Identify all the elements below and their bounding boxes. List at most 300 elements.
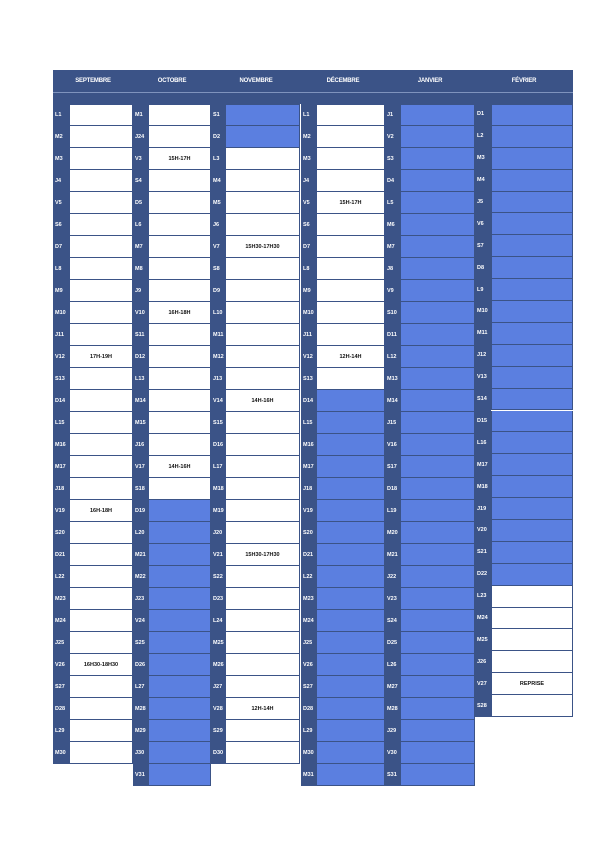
day-cell[interactable]: [148, 434, 211, 456]
month-header-4: JANVIER: [417, 78, 443, 84]
day-cell[interactable]: [400, 434, 475, 456]
day-label: L17: [213, 463, 223, 470]
day-cell[interactable]: [148, 566, 211, 588]
day-cell[interactable]: [69, 434, 133, 456]
day-label: V5: [303, 199, 310, 206]
day-cell[interactable]: [491, 345, 573, 367]
day-label: M5: [213, 199, 221, 206]
day-label: L29: [55, 727, 65, 734]
day-cell[interactable]: [491, 629, 573, 651]
day-cell[interactable]: [400, 764, 475, 786]
day-cell[interactable]: [148, 258, 211, 280]
day-cell[interactable]: [148, 500, 211, 522]
day-label: L23: [477, 593, 487, 600]
day-cell[interactable]: [69, 390, 133, 412]
day-cell[interactable]: [400, 170, 475, 192]
day-cell[interactable]: [400, 676, 475, 698]
day-label: L26: [387, 661, 397, 668]
day-cell[interactable]: [225, 456, 300, 478]
month-header-1: OCTOBRE: [157, 78, 187, 84]
day-cell[interactable]: [148, 632, 211, 654]
day-cell[interactable]: [316, 434, 385, 456]
day-label: L2: [477, 133, 484, 140]
day-label: S13: [55, 375, 65, 382]
day-label: S27: [303, 683, 313, 690]
day-cell[interactable]: [148, 346, 211, 368]
session-time: 12H-14H: [339, 353, 362, 360]
session-time: 17H-19H: [89, 353, 112, 360]
day-cell[interactable]: [400, 280, 475, 302]
day-cell[interactable]: [491, 454, 573, 476]
day-cell[interactable]: [491, 411, 573, 433]
day-label: S6: [303, 221, 310, 228]
session-time: REPRISE: [519, 680, 545, 687]
day-cell[interactable]: [69, 456, 133, 478]
day-label: M27: [387, 683, 398, 690]
day-label: V9: [387, 287, 394, 294]
session-time: 16H30-18H30: [83, 661, 119, 668]
day-cell[interactable]: [316, 742, 385, 764]
day-cell[interactable]: [148, 368, 211, 390]
day-cell[interactable]: [491, 432, 573, 454]
day-cell[interactable]: [316, 346, 385, 368]
day-cell[interactable]: [400, 456, 475, 478]
day-label: V14: [213, 397, 223, 404]
day-cell[interactable]: [491, 235, 573, 257]
day-cell[interactable]: [225, 632, 300, 654]
day-label: M24: [55, 617, 66, 624]
day-label: M11: [477, 330, 488, 337]
day-cell[interactable]: [316, 302, 385, 324]
day-cell[interactable]: [225, 214, 300, 236]
day-label: D28: [55, 705, 66, 712]
day-label: M28: [135, 705, 146, 712]
day-cell[interactable]: [491, 586, 573, 608]
day-cell[interactable]: [400, 544, 475, 566]
day-cell[interactable]: [225, 390, 300, 412]
day-cell[interactable]: [316, 522, 385, 544]
day-label: M3: [477, 155, 485, 162]
day-label: J9: [135, 287, 142, 294]
day-cell[interactable]: [69, 302, 133, 324]
day-label: L10: [213, 309, 223, 316]
day-label: J13: [213, 375, 223, 382]
day-label: V19: [303, 507, 313, 514]
day-cell[interactable]: [491, 148, 573, 170]
day-cell[interactable]: [316, 280, 385, 302]
day-label: J27: [213, 683, 223, 690]
day-cell[interactable]: [225, 720, 300, 742]
day-cell[interactable]: [148, 610, 211, 632]
day-label: L9: [477, 286, 484, 293]
day-label: M3: [55, 155, 63, 162]
day-label: S11: [135, 331, 145, 338]
day-cell[interactable]: [491, 301, 573, 323]
day-label: L22: [55, 573, 65, 580]
day-label: S27: [55, 683, 65, 690]
day-cell[interactable]: [400, 500, 475, 522]
day-label: V17: [135, 463, 145, 470]
day-label: J8: [387, 265, 394, 272]
day-cell[interactable]: [491, 257, 573, 279]
day-cell[interactable]: [225, 170, 300, 192]
month-header-0: SEPTEMBRE: [75, 78, 111, 84]
day-label: S29: [213, 727, 223, 734]
day-label: L5: [387, 199, 394, 206]
day-cell[interactable]: [400, 368, 475, 390]
day-label: M15: [135, 419, 146, 426]
day-label: J25: [55, 639, 65, 646]
day-cell[interactable]: [491, 564, 573, 586]
day-cell[interactable]: [225, 302, 300, 324]
day-label: M2: [303, 133, 311, 140]
day-cell[interactable]: [69, 720, 133, 742]
day-label: J11: [55, 331, 64, 338]
day-cell[interactable]: [148, 544, 211, 566]
day-label: M22: [135, 573, 146, 580]
day-cell[interactable]: [316, 236, 385, 258]
day-label: D21: [303, 551, 314, 558]
day-label: L3: [213, 155, 220, 162]
day-label: M20: [387, 529, 398, 536]
day-cell[interactable]: [69, 170, 133, 192]
day-cell[interactable]: [400, 412, 475, 434]
day-cell[interactable]: [225, 676, 300, 698]
day-cell[interactable]: [69, 588, 133, 610]
day-cell[interactable]: [69, 676, 133, 698]
day-label: L1: [303, 111, 310, 118]
day-label: J26: [477, 658, 487, 665]
day-cell[interactable]: [316, 148, 385, 170]
day-cell[interactable]: [69, 610, 133, 632]
day-cell[interactable]: [225, 544, 300, 566]
day-cell[interactable]: [491, 542, 573, 564]
day-cell[interactable]: [491, 520, 573, 542]
day-cell[interactable]: [316, 478, 385, 500]
month-header-5: FÉVRIER: [511, 78, 537, 84]
day-cell[interactable]: [225, 280, 300, 302]
day-cell[interactable]: [148, 390, 211, 412]
day-label: J16: [135, 441, 145, 448]
day-cell[interactable]: [225, 434, 300, 456]
day-cell[interactable]: [69, 522, 133, 544]
day-cell[interactable]: [316, 676, 385, 698]
day-label: V13: [477, 374, 487, 381]
day-cell[interactable]: [69, 632, 133, 654]
day-label: V28: [213, 705, 223, 712]
day-label: M10: [303, 309, 314, 316]
day-cell[interactable]: [491, 170, 573, 192]
day-label: D22: [477, 571, 488, 578]
day-cell[interactable]: [316, 214, 385, 236]
day-label: M29: [135, 727, 146, 734]
day-label: M14: [387, 397, 398, 404]
day-cell[interactable]: [491, 213, 573, 235]
day-label: V26: [55, 661, 65, 668]
day-cell[interactable]: [69, 544, 133, 566]
month-header-3: DÉCEMBRE: [326, 78, 360, 84]
day-label: M31: [303, 771, 314, 778]
day-cell[interactable]: [316, 170, 385, 192]
day-label: J25: [303, 639, 313, 646]
day-cell[interactable]: [69, 698, 133, 720]
day-cell[interactable]: [400, 214, 475, 236]
day-label: V30: [387, 749, 397, 756]
day-cell[interactable]: [225, 478, 300, 500]
day-label: V21: [213, 551, 223, 558]
day-label: S4: [135, 177, 142, 184]
day-cell[interactable]: [148, 764, 211, 786]
day-cell[interactable]: [316, 566, 385, 588]
day-label: V10: [135, 309, 145, 316]
day-label: D12: [135, 353, 146, 360]
day-cell[interactable]: [225, 192, 300, 214]
day-label: M7: [387, 243, 395, 250]
day-cell[interactable]: [491, 192, 573, 214]
day-cell[interactable]: [225, 236, 300, 258]
month-header-2: NOVEMBRE: [239, 78, 273, 84]
day-label: S31: [387, 771, 397, 778]
day-cell[interactable]: [148, 676, 211, 698]
day-label: J11: [303, 331, 312, 338]
day-cell[interactable]: [148, 302, 211, 324]
day-cell[interactable]: [316, 764, 385, 786]
day-cell[interactable]: [316, 610, 385, 632]
day-cell[interactable]: [491, 323, 573, 345]
day-label: J22: [387, 573, 397, 580]
day-cell[interactable]: [400, 104, 475, 126]
day-cell[interactable]: [400, 346, 475, 368]
day-cell[interactable]: [148, 654, 211, 676]
day-cell[interactable]: [225, 126, 300, 148]
day-cell[interactable]: [491, 476, 573, 498]
day-cell[interactable]: [400, 390, 475, 412]
day-label: D28: [303, 705, 314, 712]
day-cell[interactable]: [400, 588, 475, 610]
day-label: D23: [213, 595, 224, 602]
day-cell[interactable]: [69, 500, 133, 522]
session-time: 12H-14H: [251, 705, 274, 712]
day-cell[interactable]: [148, 104, 211, 126]
day-cell[interactable]: [400, 302, 475, 324]
day-label: M2: [55, 133, 63, 140]
day-cell[interactable]: [225, 654, 300, 676]
day-cell[interactable]: [148, 412, 211, 434]
day-label: S28: [477, 702, 487, 709]
day-cell[interactable]: [69, 324, 133, 346]
day-cell[interactable]: [69, 654, 133, 676]
day-label: M1: [135, 111, 143, 118]
day-cell[interactable]: [225, 500, 300, 522]
day-cell[interactable]: [69, 236, 133, 258]
day-cell[interactable]: [400, 522, 475, 544]
day-cell[interactable]: [400, 566, 475, 588]
day-cell[interactable]: [225, 368, 300, 390]
day-cell[interactable]: [400, 632, 475, 654]
day-cell[interactable]: [316, 390, 385, 412]
day-label: S7: [477, 242, 484, 249]
day-cell[interactable]: [225, 148, 300, 170]
day-cell[interactable]: [400, 324, 475, 346]
day-cell[interactable]: [400, 654, 475, 676]
day-label: L13: [135, 375, 145, 382]
day-cell[interactable]: [225, 104, 300, 126]
day-label: M8: [135, 265, 143, 272]
day-label: S21: [477, 549, 487, 556]
day-label: D8: [477, 264, 485, 271]
day-cell[interactable]: [69, 192, 133, 214]
day-label: V23: [387, 595, 397, 602]
day-label: V26: [303, 661, 313, 668]
day-label: M23: [303, 595, 314, 602]
day-cell[interactable]: [148, 324, 211, 346]
day-cell[interactable]: [148, 236, 211, 258]
day-cell[interactable]: [491, 673, 573, 695]
day-label: M6: [387, 221, 395, 228]
day-label: S18: [135, 485, 145, 492]
day-cell[interactable]: [148, 214, 211, 236]
day-label: D30: [213, 749, 224, 756]
day-label: L12: [387, 353, 397, 360]
day-cell[interactable]: [225, 566, 300, 588]
day-label: M24: [303, 617, 314, 624]
day-cell[interactable]: [225, 522, 300, 544]
day-cell[interactable]: [491, 126, 573, 148]
day-cell[interactable]: [316, 698, 385, 720]
day-cell[interactable]: [148, 720, 211, 742]
day-cell[interactable]: [316, 412, 385, 434]
day-cell[interactable]: [69, 104, 133, 126]
day-cell[interactable]: [491, 608, 573, 630]
session-time: 15H-17H: [339, 199, 362, 206]
day-label: V7: [213, 243, 220, 250]
day-cell[interactable]: [491, 651, 573, 673]
day-label: J18: [55, 485, 65, 492]
day-cell[interactable]: [225, 742, 300, 764]
day-cell[interactable]: [491, 104, 573, 126]
day-cell[interactable]: [316, 456, 385, 478]
day-cell[interactable]: [225, 324, 300, 346]
day-label: J24: [135, 133, 145, 140]
day-label: L24: [213, 617, 223, 624]
day-label: J18: [303, 485, 313, 492]
day-cell[interactable]: [225, 610, 300, 632]
day-cell[interactable]: [316, 654, 385, 676]
day-cell[interactable]: [148, 192, 211, 214]
day-cell[interactable]: [225, 698, 300, 720]
day-label: D14: [303, 397, 314, 404]
day-cell[interactable]: [400, 720, 475, 742]
day-label: D14: [55, 397, 66, 404]
day-cell[interactable]: [400, 478, 475, 500]
day-cell[interactable]: [400, 698, 475, 720]
day-cell[interactable]: [400, 610, 475, 632]
day-cell[interactable]: [69, 742, 133, 764]
day-cell[interactable]: [316, 192, 385, 214]
day-cell[interactable]: [69, 368, 133, 390]
day-cell[interactable]: [69, 478, 133, 500]
day-cell[interactable]: [69, 258, 133, 280]
day-cell[interactable]: [400, 126, 475, 148]
day-label: V20: [477, 527, 487, 534]
day-label: M13: [387, 375, 398, 382]
day-cell[interactable]: [69, 566, 133, 588]
day-label: V16: [387, 441, 397, 448]
day-cell[interactable]: [148, 456, 211, 478]
day-label: M24: [477, 614, 488, 621]
day-label: D5: [135, 199, 143, 206]
day-label: L22: [303, 573, 313, 580]
day-cell[interactable]: [69, 346, 133, 368]
day-label: S25: [135, 639, 145, 646]
day-cell[interactable]: [316, 500, 385, 522]
day-label: V27: [477, 680, 487, 687]
day-label: J4: [55, 177, 62, 184]
day-cell[interactable]: [148, 148, 211, 170]
day-cell[interactable]: [400, 236, 475, 258]
day-cell[interactable]: [148, 522, 211, 544]
day-cell[interactable]: [148, 478, 211, 500]
day-cell[interactable]: [225, 588, 300, 610]
day-cell[interactable]: [69, 214, 133, 236]
day-label: D2: [213, 133, 221, 140]
day-label: M28: [387, 705, 398, 712]
day-cell[interactable]: [148, 126, 211, 148]
day-cell[interactable]: [69, 148, 133, 170]
day-cell[interactable]: [316, 544, 385, 566]
day-cell[interactable]: [316, 104, 385, 126]
day-cell[interactable]: [316, 632, 385, 654]
day-cell[interactable]: [148, 588, 211, 610]
day-cell[interactable]: [316, 588, 385, 610]
day-cell[interactable]: [400, 742, 475, 764]
day-label: L15: [303, 419, 313, 426]
day-label: S20: [55, 529, 65, 536]
day-cell[interactable]: [491, 389, 573, 411]
day-cell[interactable]: [316, 720, 385, 742]
day-label: D19: [135, 507, 146, 514]
day-cell[interactable]: [225, 412, 300, 434]
day-cell[interactable]: [148, 742, 211, 764]
day-cell[interactable]: [69, 126, 133, 148]
day-cell[interactable]: [400, 258, 475, 280]
day-label: D26: [135, 661, 146, 668]
day-cell[interactable]: [69, 412, 133, 434]
day-cell[interactable]: [225, 258, 300, 280]
day-cell[interactable]: [148, 280, 211, 302]
day-cell[interactable]: [491, 367, 573, 389]
day-cell[interactable]: [316, 324, 385, 346]
day-cell[interactable]: [491, 279, 573, 301]
session-time: 15H30-17H30: [245, 551, 280, 558]
day-cell[interactable]: [491, 695, 573, 717]
day-label: M9: [55, 287, 63, 294]
session-time: 16H-18H: [168, 309, 191, 316]
day-cell[interactable]: [400, 148, 475, 170]
day-cell[interactable]: [316, 368, 385, 390]
day-cell[interactable]: [316, 258, 385, 280]
day-cell[interactable]: [148, 170, 211, 192]
day-cell[interactable]: [148, 698, 211, 720]
day-label: L8: [303, 265, 310, 272]
day-cell[interactable]: [69, 280, 133, 302]
day-cell[interactable]: [316, 126, 385, 148]
day-cell[interactable]: [225, 346, 300, 368]
day-cell[interactable]: [491, 498, 573, 520]
day-label: S17: [387, 463, 397, 470]
day-cell[interactable]: [400, 192, 475, 214]
day-label: M9: [303, 287, 311, 294]
